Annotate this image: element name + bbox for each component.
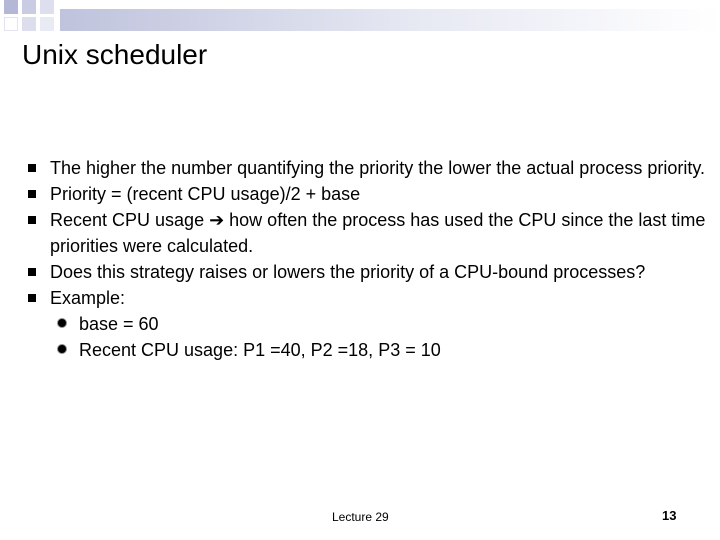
bullet-text: The higher the number quantifying the priority the lower the actual process priority. <box>50 158 706 178</box>
square-bullet-icon <box>28 164 36 172</box>
sub-bullet-text: Recent CPU usage: P1 =40, P2 =18, P3 = 10 <box>79 340 441 360</box>
bullet-item <box>28 207 718 259</box>
bullet-item <box>28 285 718 363</box>
page-number: 13 <box>662 508 677 523</box>
sub-bullet-text: base = 60 <box>79 314 159 334</box>
slide-footer: Lecture 29 <box>332 510 389 524</box>
bullet-text: Recent CPU usage ➔ how often the process has used the CPU since the last time priorities were calculated. <box>50 210 706 256</box>
bullet-item <box>28 181 718 207</box>
square-bullet-icon <box>28 294 36 302</box>
slide-title: Unix scheduler <box>22 39 208 70</box>
bullet-item <box>28 259 718 285</box>
bullet-text: Does this strategy raises or lowers the priority of a CPU-bound processes? <box>50 262 646 282</box>
header-banner <box>60 9 720 31</box>
deco-square <box>4 0 18 14</box>
bullet-list <box>28 155 718 363</box>
square-bullet-icon <box>28 190 36 198</box>
square-bullet-icon <box>28 268 36 276</box>
square-bullet-icon <box>28 216 36 224</box>
sub-bullet-list <box>50 311 718 363</box>
sub-bullet-item <box>50 337 718 363</box>
sub-bullet-item <box>50 311 718 337</box>
deco-square <box>4 17 18 31</box>
bullet-text: Example: <box>50 288 126 308</box>
deco-square <box>40 0 54 14</box>
deco-square <box>40 17 54 31</box>
bullet-item <box>28 155 718 181</box>
ring-bullet-icon <box>57 344 67 354</box>
ring-bullet-icon <box>57 318 67 328</box>
bullet-text: Priority = (recent CPU usage)/2 + base <box>50 184 361 204</box>
deco-square <box>22 17 36 31</box>
deco-square <box>22 0 36 14</box>
